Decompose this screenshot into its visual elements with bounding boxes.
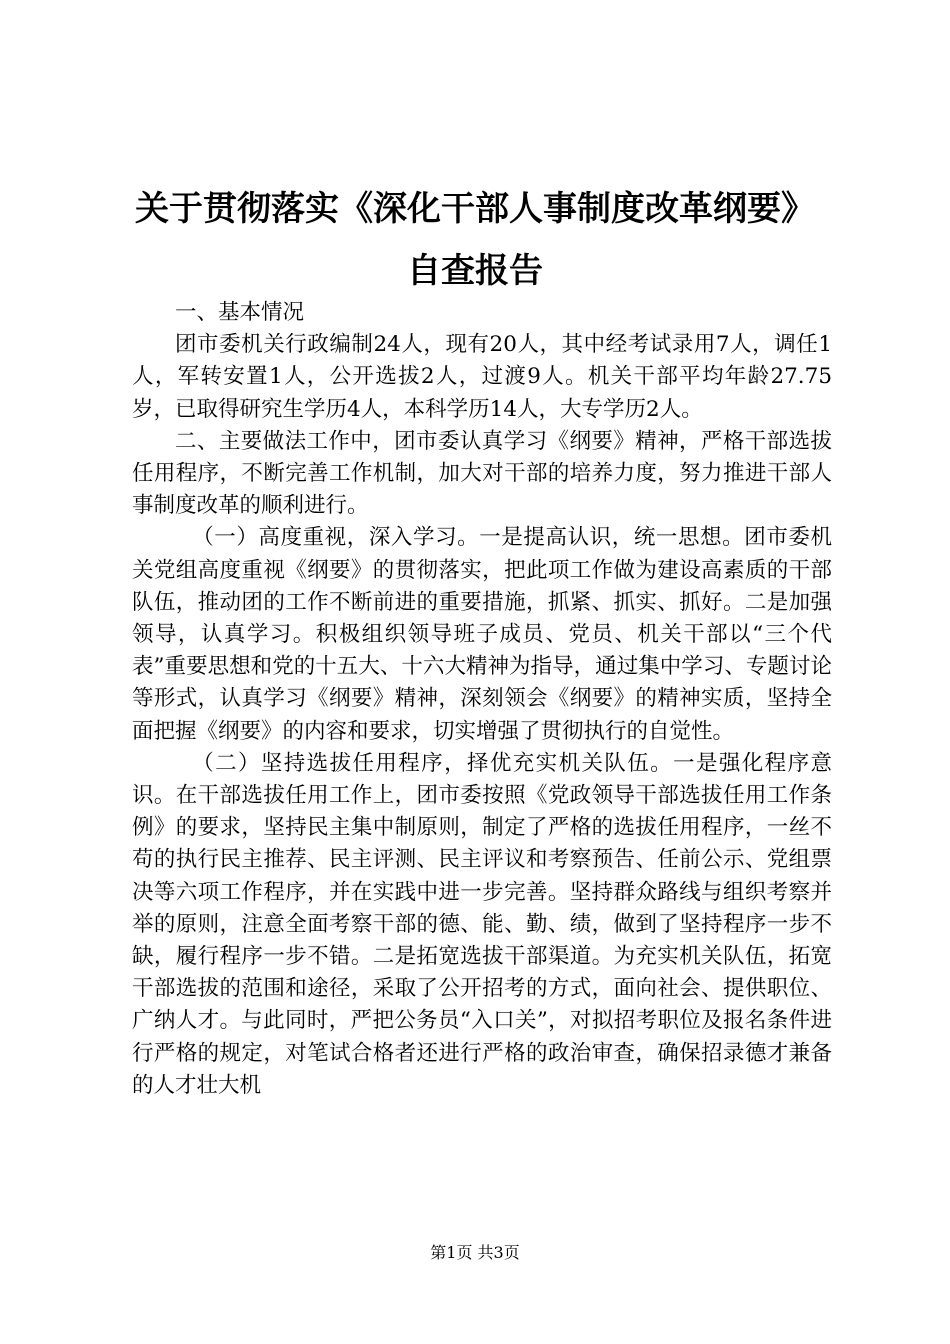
page-footer: 第1页 共3页 (430, 1243, 520, 1262)
document-title-line1: 关于贯彻落实《深化干部人事制度改革纲要》 (135, 189, 815, 229)
document-body (132, 297, 832, 1102)
paragraph-selection: （二）坚持选拔任用程序，择优充实机关队伍。一是强化程序意识。在干部选拔任用工作上，团市委按照《党政领导干部选拔任用工作条例》的要求，坚持民主集中制原则，制定了严格的选拔任用程序，一丝不苟的执行民主推荐、民主评测、民主评议和考察预告、任前公示、党组票决等六项工作程序，并在实践中进一步完善。坚持群众路线与组织考察并举的原则，注意全面考察干部的德、能、勤、绩，做到了坚持程序一步不缺，履行程序一步不错。二是拓宽选拔干部渠道。为充实机关队伍，拓宽干部选拔的范围和途径，采取了公开招考的方式，面向社会、提供职位、广纳人才。与此同时，严把公务员“入口关”，对拟招考职位及报名条件进行严格的规定，对笔试合格者还进行严格的政治审查，确保招录德才兼备的人才壮大机 (132, 750, 832, 1098)
paragraph-study: （一）高度重视，深入学习。一是提高认识，统一思想。团市委机关党组高度重视《纲要》的贯彻落实，把此项工作做为建设高素质的干部队伍，推动团的工作不断前进的重要措施，抓紧、抓实、抓好。二是加强领导，认真学习。积极组织领导班子成员、党员、机关干部以“三个代表”重要思想和党的十五大、十六大精神为指导，通过集中学习、专题讨论等形式，认真学习《纲要》精神，深刻领会《纲要》的精神实质，坚持全面把握《纲要》的内容和要求，切实增强了贯彻执行的自觉性。 (132, 525, 832, 744)
paragraph-main-practices: 二、主要做法工作中，团市委认真学习《纲要》精神，严格干部选拔任用程序，不断完善工作机制，加大对干部的培养力度，努力推进干部人事制度改革的顺利进行。 (132, 428, 832, 519)
document-title-line2: 自查报告 (407, 251, 543, 291)
paragraph-staffing: 团市委机关行政编制24人，现有20人，其中经考试录用7人，调任1人，军转安置1人，公开选拔2人，过渡9人。机关干部平均年龄27.75岁，已取得研究生学历4人，本科学历14人，大专学历2人。 (132, 332, 832, 422)
section-heading-basic: 一、基本情况 (175, 300, 305, 325)
